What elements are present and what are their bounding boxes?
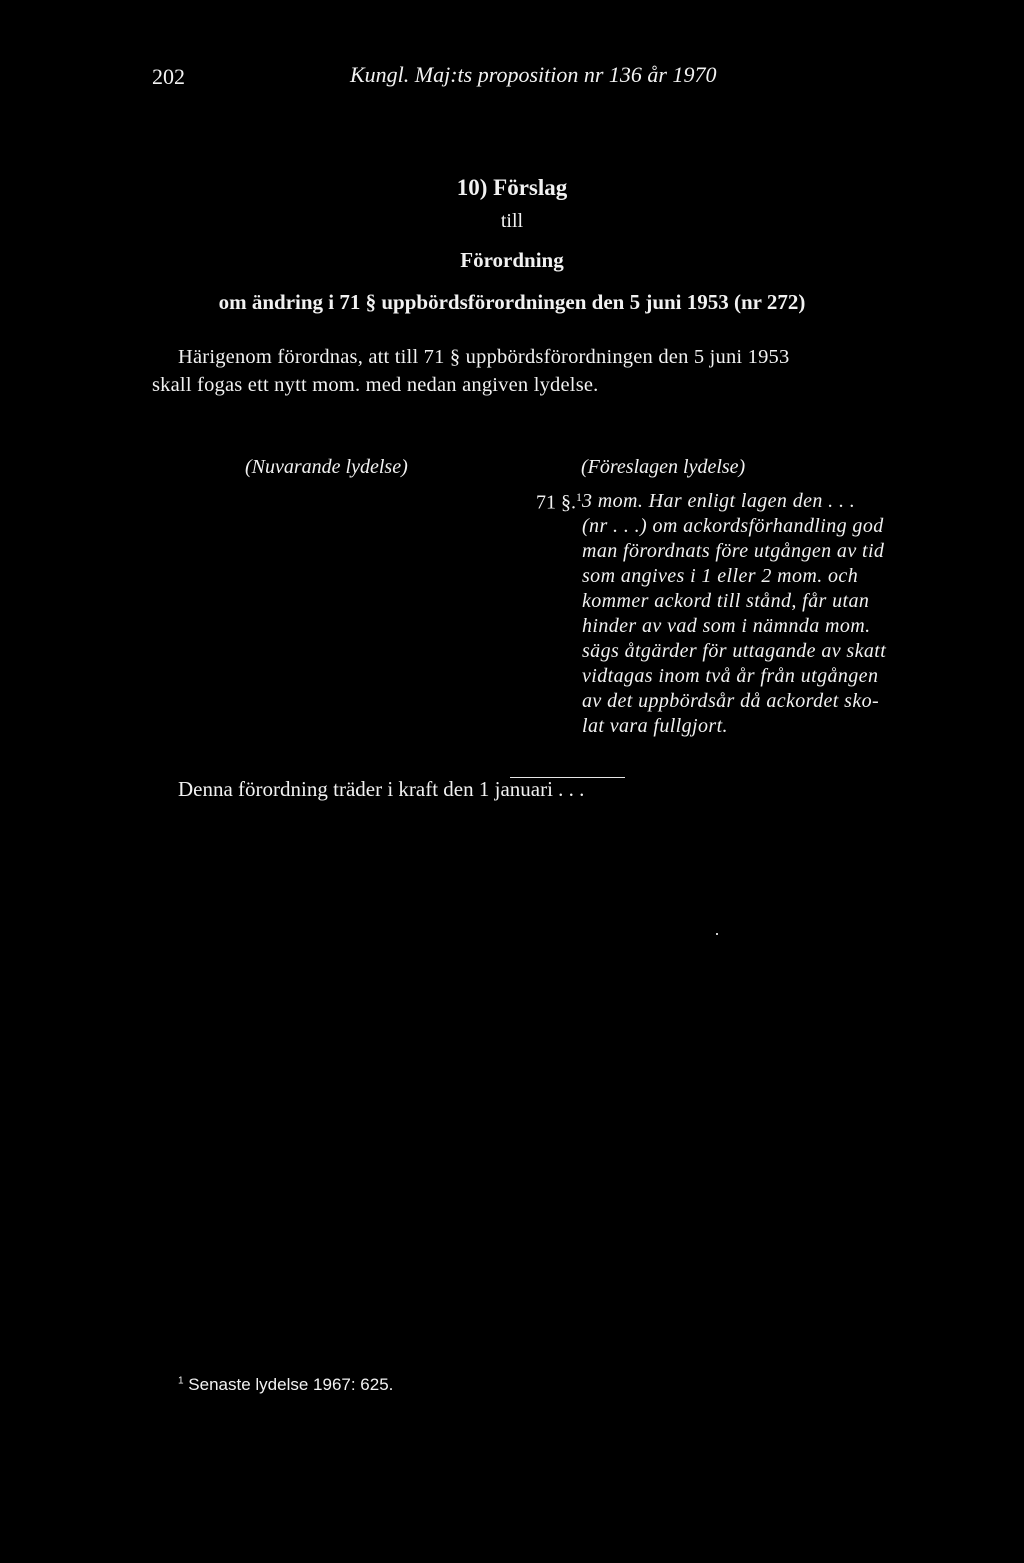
proposed-text-line: hinder av vad som i nämnda mom.: [582, 615, 871, 637]
current-wording-heading: (Nuvarande lydelse): [245, 456, 408, 478]
proposed-text-line: 3 mom. Har enligt lagen den . . .: [582, 490, 856, 512]
footnote-mark: 1: [178, 1375, 184, 1387]
proposed-text-line: som angives i 1 eller 2 mom. och: [582, 565, 859, 587]
proposal-heading: 10) Förslag: [456, 175, 568, 200]
section-label: [536, 490, 582, 515]
effective-date-clause: Denna förordning träder i kraft den 1 januari . . .: [178, 777, 585, 801]
section-footnote-mark: 1: [576, 490, 582, 504]
proposed-text-line: kommer ackord till stånd, får utan: [582, 590, 870, 612]
intro-line-1: Härigenom förordnas, att till 71 § uppbördsförordningen den 5 juni 1953: [178, 346, 790, 368]
intro-line-2: skall fogas ett nytt mom. med nedan angiven lydelse.: [152, 374, 599, 396]
proposed-text-line: (nr . . .) om ackordsförhandling god: [582, 515, 884, 537]
proposal-connector: till: [500, 210, 524, 232]
proposed-text-line: vidtagas inom två år från utgången: [582, 665, 879, 687]
section-number: 71 §.: [536, 491, 576, 514]
page-number: 202: [152, 64, 185, 89]
ordinance-heading: Förordning: [460, 248, 564, 272]
proposed-text-line: man förordnats före utgången av tid: [582, 540, 885, 562]
running-head: Kungl. Maj:ts proposition nr 136 år 1970: [350, 62, 717, 87]
footnote: [178, 1375, 393, 1395]
proposed-wording-heading: (Föreslagen lydelse): [581, 456, 746, 478]
proposed-text-line: lat vara fullgjort.: [582, 715, 728, 737]
ordinance-subtitle: om ändring i 71 § uppbördsförordningen den 5 juni 1953 (nr 272): [218, 290, 806, 314]
proposed-text-line: sägs åtgärder för uttagande av skatt: [582, 640, 887, 662]
scan-speck: [716, 933, 718, 935]
footnote-text: Senaste lydelse 1967: 625.: [188, 1375, 394, 1394]
proposed-text-line: av det uppbördsår då ackordet sko-: [582, 690, 880, 712]
